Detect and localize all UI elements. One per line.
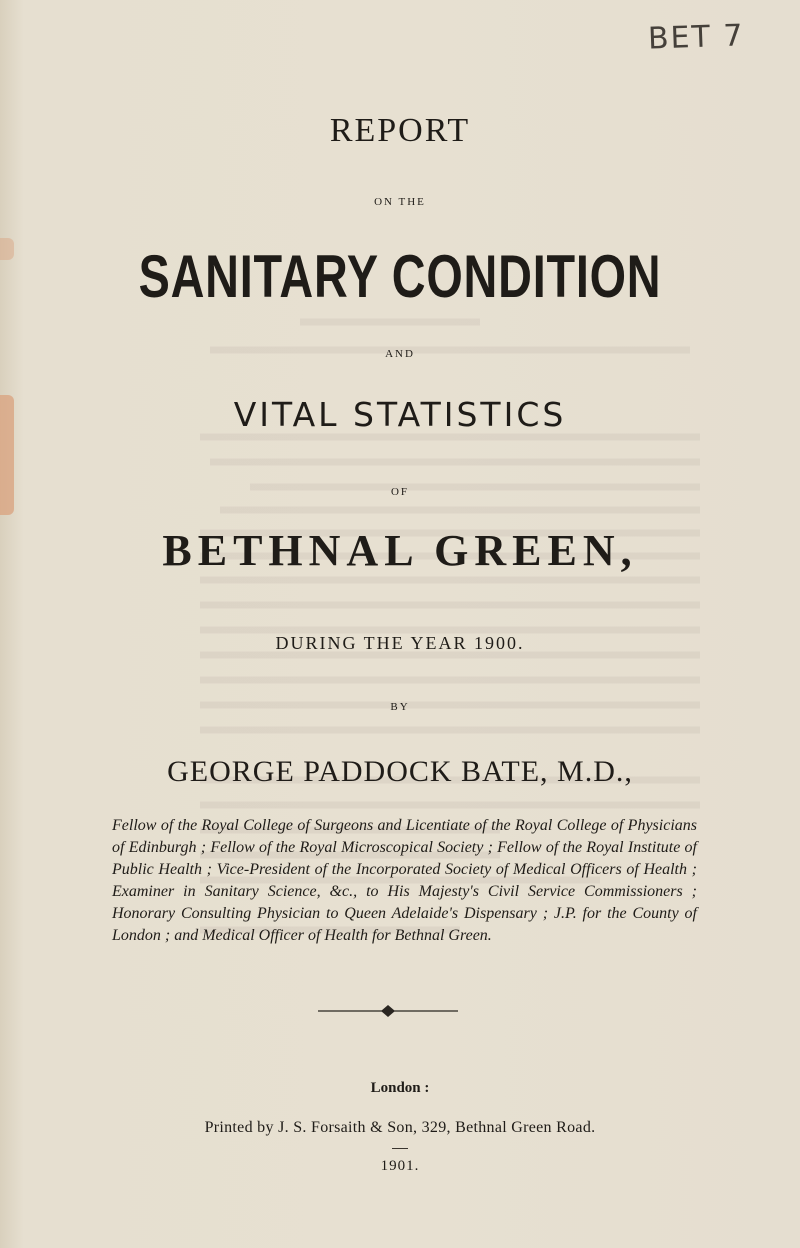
by-label: BY xyxy=(390,701,410,713)
short-rule xyxy=(392,1148,408,1149)
author-name: GEORGE PADDOCK BATE, M.D., xyxy=(167,755,633,788)
subject-heading-vital: VITAL STATISTICS xyxy=(233,395,567,434)
and-label: AND xyxy=(385,348,415,360)
imprint-printer: Printed by J. S. Forsaith & Son, 329, Bethnal Green Road. xyxy=(204,1119,596,1136)
author-credentials: Fellow of the Royal College of Surgeons and Licentiate of the Royal College of Physicians of Edinburgh ; Fellow of the Royal Microscopical Society ; Fellow of the Royal Institute of Public Health ; Vice-President of the Incorporated Society of Medical Officers of Health ; Examiner in Sanitary Science, &c., to His Majesty's Civil Service Commissioners ; Honorary Consulting Physician to Queen Adelaide's Dispensary ; J.P. for the County of London ; and Medical Officer of Health for Bethnal Green. xyxy=(112,817,697,944)
place-heading: BETHNAL GREEN, xyxy=(162,526,638,575)
period-line: DURING THE YEAR 1900. xyxy=(275,633,525,653)
catalog-mark: BET 7 xyxy=(647,18,746,57)
ornament-rule xyxy=(318,1005,458,1017)
report-heading: REPORT xyxy=(329,112,471,149)
imprint-city: London : xyxy=(370,1080,430,1096)
of-label: OF xyxy=(390,486,410,498)
on-the-label: ON THE xyxy=(374,196,426,208)
imprint-year: 1901. xyxy=(380,1158,420,1174)
subject-heading-sanitary: SANITARY CONDITION xyxy=(138,243,662,310)
